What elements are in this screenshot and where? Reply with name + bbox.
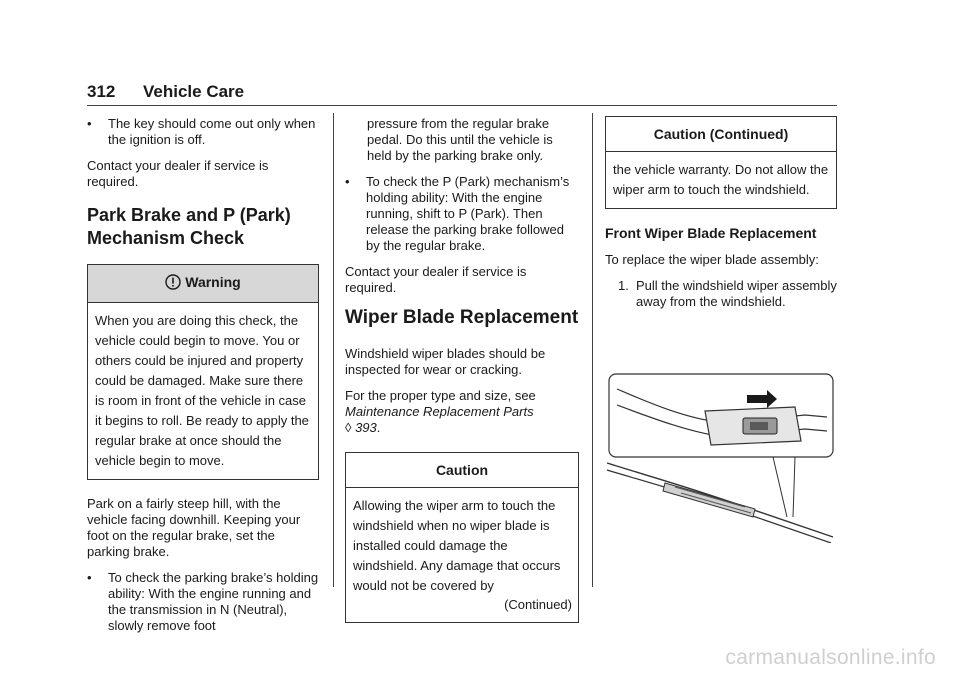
paragraph: Windshield wiper blades should be inspected for wear or cracking.: [345, 346, 546, 377]
warning-text: When you are doing this check, the vehicle could begin to move. You or others could be injured and property could be damaged. Make sure there is room in front of the vehicle in case it begins to roll. Be ready to apply the regular brake at once should the vehicle begin to move.: [95, 313, 309, 468]
bullet-text: The key should come out only when the ignition is off.: [108, 116, 316, 147]
column-3: [605, 116, 837, 310]
warning-header: [88, 265, 318, 303]
step-text: Pull the windshield wiper assembly away from the windshield.: [636, 278, 837, 309]
bullet-dot: •: [87, 116, 92, 131]
bullet-dot: •: [87, 570, 92, 585]
warning-icon: [165, 274, 181, 293]
paragraph: Contact your dealer if service is required.: [87, 158, 269, 189]
watermark: carmanualsonline.info: [725, 646, 936, 669]
wiper-illustration: [605, 371, 837, 543]
paragraph: Contact your dealer if service is required.: [345, 264, 527, 295]
paragraph: For the proper type and size, see Maintenance Replacement Parts ◊ 393.: [345, 388, 536, 435]
heading-line: Park Brake and P (Park): [87, 205, 291, 225]
wiper-illustration-graphic: [605, 371, 837, 543]
section-heading: [87, 204, 319, 250]
column-divider-1: [333, 113, 334, 587]
warning-title: Warning: [185, 274, 241, 290]
page-reference[interactable]: 393: [355, 420, 377, 435]
cross-reference-link[interactable]: Maintenance Replacement Parts: [345, 404, 534, 419]
bullet-continuation: pressure from the regular brake pedal. Do this until the vehicle is held by the parking brake only.: [367, 116, 553, 163]
warning-box: [87, 264, 319, 480]
caution-text: Allowing the wiper arm to touch the windshield when no wiper blade is installed could damage the windshield. Any damage that occurs would not be covered by: [353, 498, 561, 593]
section-title: Vehicle Care: [143, 82, 245, 101]
paragraph-text: For the proper type and size, see: [345, 388, 536, 403]
caution-continued-text: the vehicle warranty. Do not allow the wiper arm to touch the windshield.: [613, 162, 829, 197]
caution-header: Caution: [346, 453, 578, 488]
caution-continued-box: [605, 116, 837, 209]
list-item: [605, 278, 837, 310]
caution-box: [345, 452, 579, 623]
column-1: [87, 116, 319, 644]
list-item: [87, 116, 319, 148]
header-rule: [87, 105, 837, 106]
step-number: 1.: [618, 278, 629, 293]
caution-body: [346, 488, 578, 622]
paragraph: To replace the wiper blade assembly:: [605, 252, 819, 267]
bullet-dot: •: [345, 174, 350, 189]
page-number: 312: [87, 82, 116, 101]
bullet-text: To check the P (Park) mechanism’s holding ability: With the engine running, shift to P (Park). Then release the parking brake followed by the regular brake.: [366, 174, 570, 253]
column-2: [345, 116, 579, 639]
list-item: [345, 174, 579, 254]
caution-continued-header: Caution (Continued): [606, 117, 836, 152]
column-divider-2: [592, 113, 593, 587]
page-header: [87, 82, 244, 102]
heading-line: Mechanism Check: [87, 228, 245, 248]
section-heading: Front Wiper Blade Replacement: [605, 225, 817, 241]
list-item: [87, 570, 319, 634]
page-ref-icon: ◊: [345, 420, 352, 435]
bullet-text: To check the parking brake’s holding ability: With the engine running and the transmission in N (Neutral), slowly remove foot: [108, 570, 319, 633]
paragraph: Park on a fairly steep hill, with the vehicle facing downhill. Keeping your foot on the regular brake, set the parking brake.: [87, 496, 301, 559]
section-heading: Wiper Blade Replacement: [345, 307, 579, 328]
continued-label: (Continued): [504, 597, 572, 612]
